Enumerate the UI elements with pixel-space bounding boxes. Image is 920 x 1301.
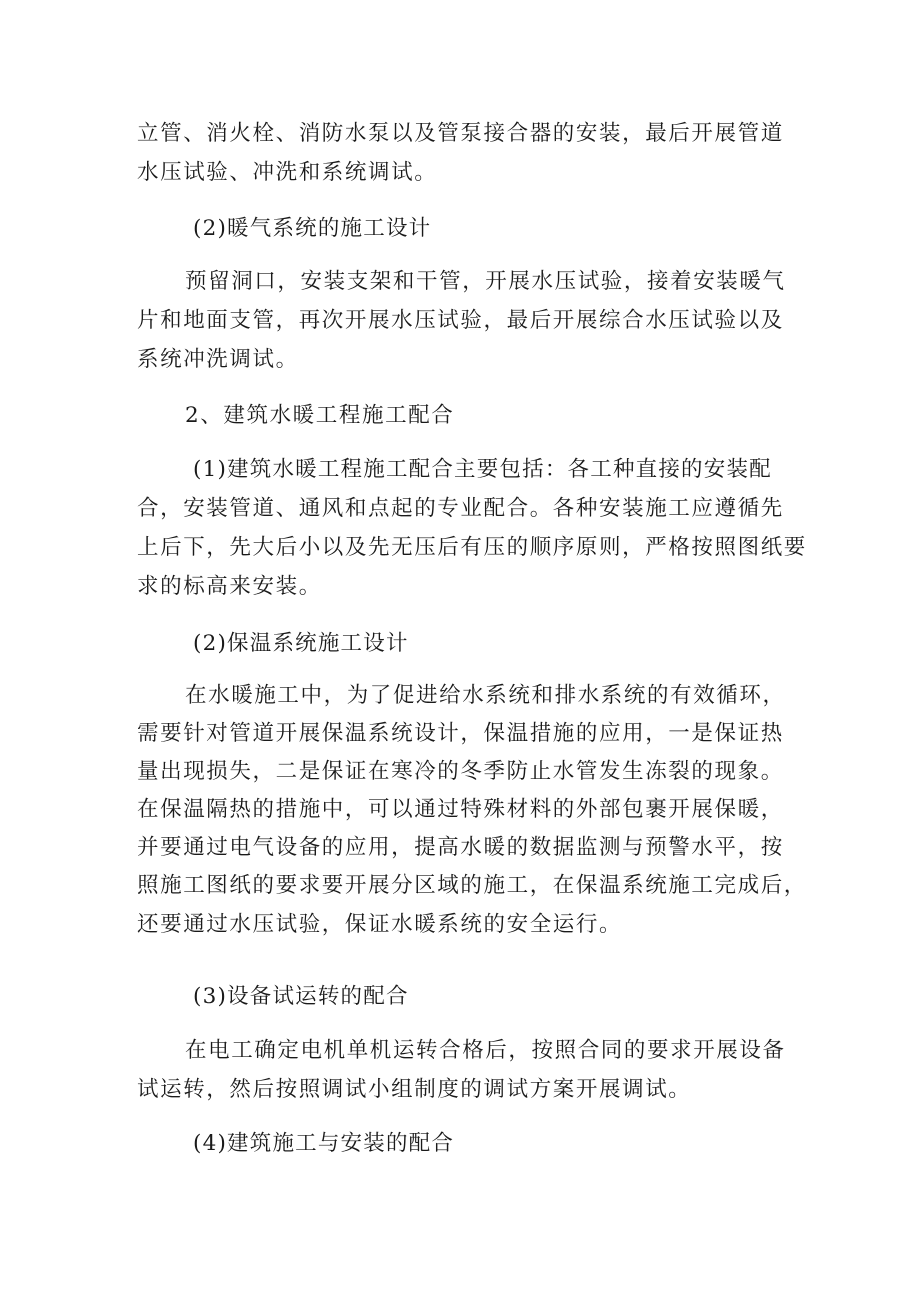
paragraph-line: 在保温隔热的措施中，可以通过特殊材料的外部包裹开展保暖，: [137, 797, 784, 822]
paragraph-line: (1)建筑水暖工程施工配合主要包括：各工种直接的安装配: [193, 457, 772, 482]
paragraph-line: 量出现损失，二是保证在寒冷的冬季防止水管发生冻裂的现象。: [137, 759, 784, 784]
subheading-heating-design: (2)暖气系统的施工设计: [193, 216, 432, 241]
subheading-insulation-design: (2)保温系统施工设计: [193, 631, 409, 656]
paragraph-line: 需要针对管道开展保温系统设计，保温措施的应用，一是保证热: [137, 721, 784, 746]
paragraph-line: 并要通过电气设备的应用，提高水暖的数据监测与预警水平，按: [137, 835, 784, 860]
paragraph-line: 求的标高来安装。: [137, 574, 322, 599]
section-heading-coordination: 2、建筑水暖工程施工配合: [185, 403, 455, 428]
paragraph-line: 在电工确定电机单机运转合格后，按照合同的要求开展设备: [185, 1038, 786, 1063]
paragraph-line: 预留洞口，安装支架和干管，开展水压试验，接着安装暖气: [185, 269, 786, 294]
subheading-equipment-trial: (3)设备试运转的配合: [193, 984, 409, 1009]
paragraph-line: 在水暖施工中，为了促进给水系统和排水系统的有效循环，: [185, 683, 786, 708]
paragraph-line: 系统冲洗调试。: [137, 347, 299, 372]
paragraph-line: 立管、消火栓、消防水泵以及管泵接合器的安装，最后开展管道: [137, 121, 784, 146]
paragraph-line: 试运转，然后按照调试小组制度的调试方案开展调试。: [137, 1077, 692, 1102]
paragraph-line: 上后下，先大后小以及先无压后有压的顺序原则，严格按照图纸要: [137, 535, 807, 560]
paragraph-line: 合，安装管道、通风和点起的专业配合。各种安装施工应遵循先: [137, 496, 784, 521]
subheading-construction-installation: (4)建筑施工与安装的配合: [193, 1131, 455, 1156]
paragraph-line: 片和地面支管，再次开展水压试验，最后开展综合水压试验以及: [137, 308, 784, 333]
paragraph-line: 水压试验、冲洗和系统调试。: [137, 160, 438, 185]
paragraph-line: 还要通过水压试验，保证水暖系统的安全运行。: [137, 912, 623, 937]
paragraph-line: 照施工图纸的要求要开展分区域的施工，在保温系统施工完成后，: [137, 873, 807, 898]
